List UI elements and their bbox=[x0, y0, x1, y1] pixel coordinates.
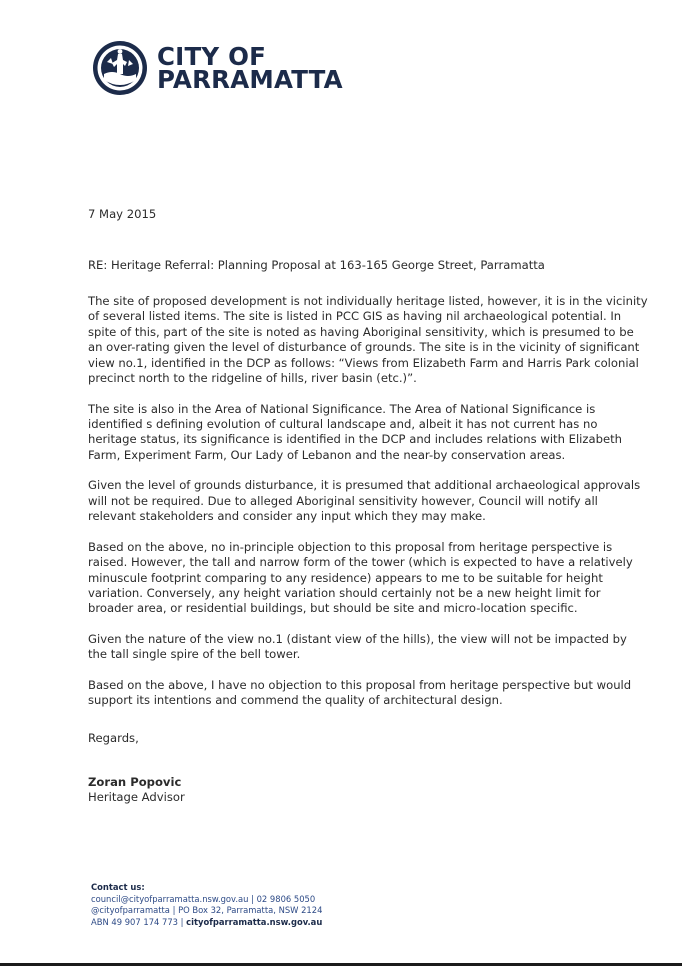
subject-title: Heritage Referral: Planning Proposal at 163-165 George Street, Parramatta bbox=[110, 258, 545, 272]
signature-role: Heritage Advisor bbox=[88, 790, 185, 804]
contact-heading: Contact us: bbox=[91, 882, 145, 892]
contact-block bbox=[91, 882, 322, 928]
paragraph-4: Based on the above, no in-principle objection to this proposal from heritage perspective is raised. However, the tall and narrow form of the tower (which is expected to have a relatively minuscule footprint comparing to any residence) appears to me to be suitable for height variation. Conversely, any height variation should certainly not be a new height limit for broader area, or residential buildings, but should be site and micro-location specific. bbox=[88, 539, 633, 616]
contact-abn: ABN 49 907 174 773 | bbox=[91, 916, 187, 927]
contact-social-address: @cityofparramatta | PO Box 32, Parramatta, NSW 2124 bbox=[91, 905, 323, 916]
logo-line-2: PARRAMATTA bbox=[157, 65, 343, 94]
letter-body bbox=[88, 294, 648, 724]
subject-line bbox=[88, 258, 545, 273]
paragraph-5: Given the nature of the view no.1 (distant view of the hills), the view will not be impacted by the tall single spire of the bell tower. bbox=[88, 632, 627, 662]
logo-line-1: CITY OF bbox=[157, 42, 267, 71]
paragraph-1: The site of proposed development is not individually heritage listed, however, it is in the vicinity of several listed items. The site is listed in PCC GIS as having nil archaeological potential. In spite of this, part of the site is noted as having Aboriginal sensitivity, which is presumed to be an over-rating given the level of disturbance of grounds. The site is in the vicinity of significant view no.1, identified in the DCP as follows: “Views from Elizabeth Farm and Harris Park colonial precinct north to the ridgeline of hills, river basin (etc.)”. bbox=[88, 294, 648, 386]
city-logo bbox=[92, 40, 343, 96]
city-seal-icon bbox=[92, 40, 148, 96]
signature-name: Zoran Popovic bbox=[88, 775, 182, 789]
subject-prefix: RE: bbox=[88, 258, 108, 272]
paragraph-6: Based on the above, I have no objection to this proposal from heritage perspective but would support its intentions and commend the quality of architectural design. bbox=[88, 678, 632, 708]
letter-date: 7 May 2015 bbox=[88, 207, 157, 221]
contact-abn-line bbox=[91, 917, 322, 929]
paragraph-3: Given the level of grounds disturbance, it is presumed that additional archaeological approvals will not be required. Due to alleged Aboriginal sensitivity however, Council will notify all relevant stakeholders and consider any input which they may make. bbox=[88, 478, 641, 524]
contact-website: cityofparramatta.nsw.gov.au bbox=[186, 916, 323, 927]
paragraph-2: The site is also in the Area of National Significance. The Area of National Significance is identified s defining evolution of cultural landscape and, albeit it has not current has no heritage status, its significance is identified in the DCP and includes relations with Elizabeth Farm, Experiment Farm, Our Lady of Lebanon and the near-by conservation areas. bbox=[88, 401, 622, 462]
contact-email-phone: council@cityofparramatta.nsw.gov.au | 02 9806 5050 bbox=[91, 893, 316, 904]
closing: Regards, bbox=[88, 731, 139, 745]
